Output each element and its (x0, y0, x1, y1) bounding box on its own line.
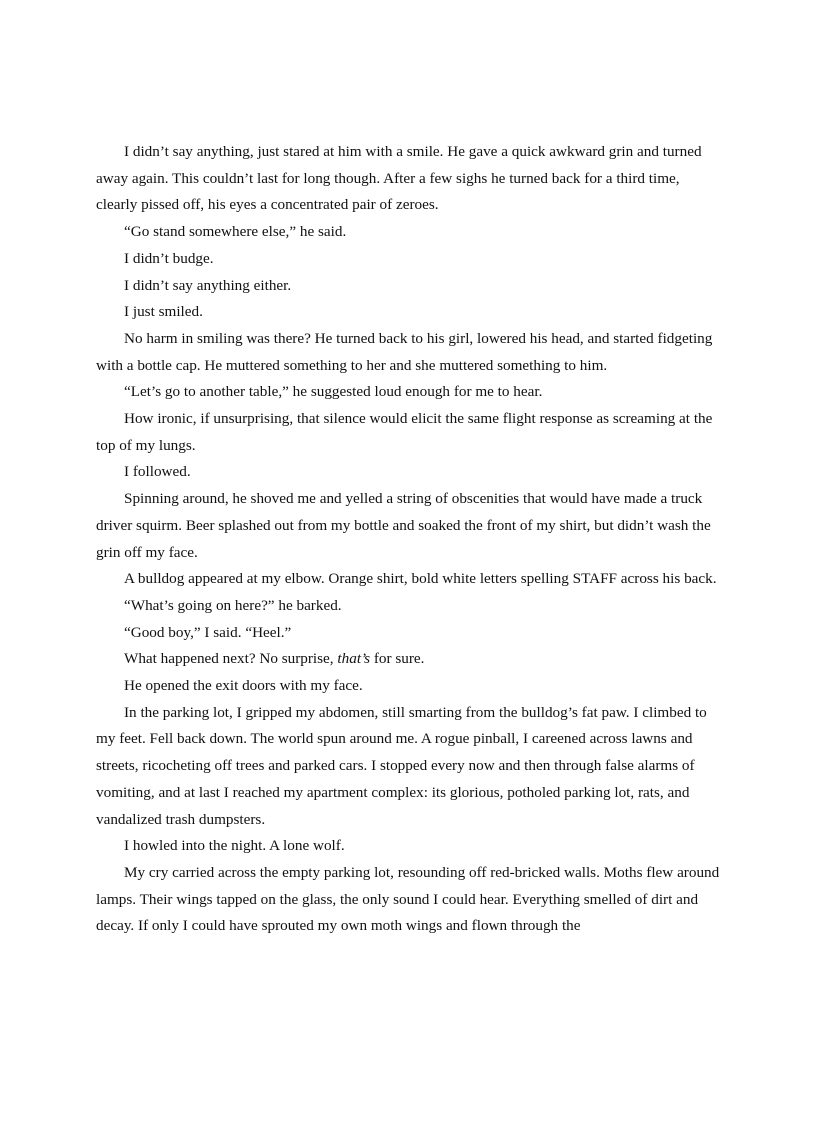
paragraph (96, 646, 720, 673)
paragraph (96, 299, 720, 326)
text-run: I howled into the night. A lone wolf. (124, 837, 345, 855)
text-run: A bulldog appeared at my elbow. Orange shirt, bold white letters spelling STAFF across his back. (124, 570, 717, 588)
paragraph (96, 673, 720, 700)
paragraph (96, 566, 720, 593)
text-run: “Go stand somewhere else,” he said. (124, 223, 347, 241)
body-text (96, 139, 720, 940)
italic-text: that’s (337, 650, 371, 668)
paragraph (96, 833, 720, 860)
text-run: I didn’t say anything either. (124, 276, 292, 294)
paragraph (96, 406, 720, 459)
text-run: I followed. (124, 463, 191, 481)
text-run: How ironic, if unsurprising, that silence would elicit the same flight response as screaming at the top of my lungs. (96, 410, 713, 454)
text-run: “Let’s go to another table,” he suggested loud enough for me to hear. (124, 383, 543, 401)
paragraph (96, 219, 720, 246)
paragraph (96, 246, 720, 273)
text-run: “Good boy,” I said. “Heel.” (124, 623, 292, 641)
text-run: In the parking lot, I gripped my abdomen, still smarting from the bulldog’s fat paw. I climbed to my feet. Fell back down. The world spun around me. A rogue pinball, I careened across lawns and streets, ricocheting off trees and parked cars. I stopped every now and then through false alarms of vomiting, and at last I reached my apartment complex: its glorious, potholed parking lot, rats, and vandalized trash dumpsters. (96, 703, 707, 828)
paragraph (96, 860, 720, 940)
text-run: for sure. (370, 650, 425, 668)
paragraph (96, 379, 720, 406)
text-run: I didn’t say anything, just stared at him with a smile. He gave a quick awkward grin and turned away again. This couldn’t last for long though. After a few sighs he turned back for a third time, clearly pissed off, his eyes a concentrated pair of zeroes. (96, 143, 702, 214)
text-run: Spinning around, he shoved me and yelled a string of obscenities that would have made a truck driver squirm. Beer splashed out from my bottle and soaked the front of my shirt, but didn’t wash the grin off my face. (96, 490, 711, 561)
paragraph (96, 486, 720, 566)
paragraph (96, 459, 720, 486)
text-run: What happened next? No surprise, (124, 650, 338, 668)
text-run: My cry carried across the empty parking lot, resounding off red-bricked walls. Moths flew around lamps. Their wings tapped on the glass, the only sound I could hear. Everything smelled of dirt and decay. If only I could have sprouted my own moth wings and flown through the (96, 863, 720, 935)
text-run: “What’s going on here?” he barked. (124, 596, 342, 614)
paragraph (96, 593, 720, 620)
text-run: I didn’t budge. (124, 249, 214, 267)
text-run: No harm in smiling was there? He turned back to his girl, lowered his head, and started fidgeting with a bottle cap. He muttered something to her and she muttered something to him. (96, 329, 713, 374)
paragraph (96, 326, 720, 379)
text-run: He opened the exit doors with my face. (124, 677, 363, 695)
paragraph (96, 273, 720, 300)
paragraph (96, 139, 720, 219)
paragraph (96, 700, 720, 834)
paragraph (96, 620, 720, 647)
text-run: I just smiled. (124, 303, 203, 321)
